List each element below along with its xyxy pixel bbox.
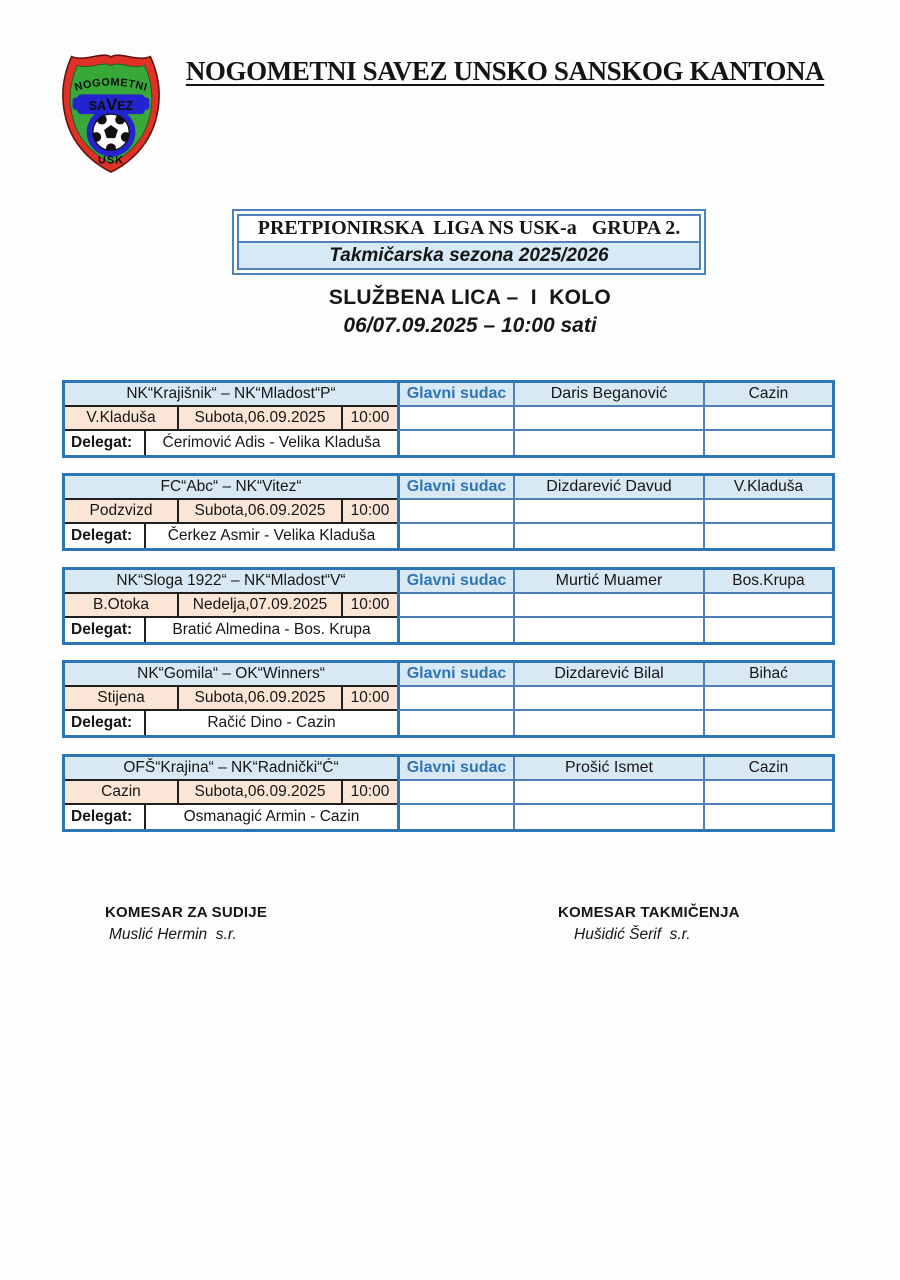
match-title-cell: NK“Gomila“ – OK“Winners“ (65, 663, 397, 687)
match-title-cell: NK“Sloga 1922“ – NK“Mladost“V“ (65, 570, 397, 594)
svg-text:SAVEZ: SAVEZ (88, 94, 134, 114)
round-heading (40, 286, 900, 338)
empty-cell (397, 594, 515, 618)
empty-cell (397, 524, 515, 548)
empty-cell (515, 805, 705, 829)
commissioner-referees-block (105, 904, 267, 944)
date-cell: Nedelja,07.09.2025 (179, 594, 343, 618)
delegate-name-cell: Račić Dino - Cazin (207, 714, 336, 731)
season-label: Takmičarska sezona 2025/2026 (239, 243, 699, 268)
svg-text:NOGOMETNI: NOGOMETNI (73, 76, 149, 94)
referee-name-cell: Prošić Ismet (515, 757, 705, 781)
venue-cell: V.Kladuša (65, 407, 179, 431)
empty-cell (705, 781, 832, 805)
match-title-cell: OFŠ“Krajina“ – NK“Radnički“Ć“ (65, 757, 397, 781)
date-cell: Subota,06.09.2025 (179, 500, 343, 524)
time-cell: 10:00 (343, 594, 397, 618)
empty-cell (515, 687, 705, 711)
empty-cell (515, 618, 705, 642)
referee-city-cell: Cazin (705, 757, 832, 781)
date-cell: Subota,06.09.2025 (179, 781, 343, 805)
referee-city-cell: Bihać (705, 663, 832, 687)
empty-cell (705, 500, 832, 524)
crest-usk-text: USK (97, 154, 125, 167)
empty-cell (705, 687, 832, 711)
delegat-label: Delegat: (65, 711, 146, 735)
match-table-4 (62, 660, 835, 738)
empty-cell (515, 594, 705, 618)
venue-cell: B.Otoka (65, 594, 179, 618)
match-table-5 (62, 754, 835, 832)
round-title: SLUŽBENA LICA – I KOLO (328, 286, 612, 309)
empty-cell (515, 407, 705, 431)
delegat-label: Delegat: (65, 431, 146, 455)
empty-cell (705, 524, 832, 548)
empty-cell (397, 431, 515, 455)
empty-cell (705, 711, 832, 735)
date-cell: Subota,06.09.2025 (179, 407, 343, 431)
empty-cell (705, 431, 832, 455)
commissioner-referees-name: Muslić Hermin s.r. (109, 926, 237, 943)
commissioner-competition-block (558, 904, 740, 944)
time-cell: 10:00 (343, 687, 397, 711)
empty-cell (397, 781, 515, 805)
empty-cell (705, 594, 832, 618)
venue-cell: Cazin (65, 781, 179, 805)
glavni-sudac-label: Glavni sudac (397, 663, 515, 687)
referee-name-cell: Dizdarević Davud (515, 476, 705, 500)
commissioner-competition-name: Hušidić Šerif s.r. (574, 926, 691, 943)
commissioner-referees-title: KOMESAR ZA SUDIJE (105, 904, 268, 921)
document-title: NOGOMETNI SAVEZ UNSKO SANSKOG KANTONA (185, 56, 825, 86)
empty-cell (515, 711, 705, 735)
glavni-sudac-label: Glavni sudac (397, 570, 515, 594)
referee-city-cell: V.Kladuša (705, 476, 832, 500)
empty-cell (705, 805, 832, 829)
referee-city-cell: Bos.Krupa (705, 570, 832, 594)
glavni-sudac-label: Glavni sudac (397, 757, 515, 781)
empty-cell (397, 407, 515, 431)
empty-cell (397, 711, 515, 735)
league-title-box-inner (237, 214, 701, 270)
commissioner-competition-title: KOMESAR TAKMIČENJA (558, 904, 740, 921)
date-cell: Subota,06.09.2025 (179, 687, 343, 711)
empty-cell (397, 618, 515, 642)
glavni-sudac-label: Glavni sudac (397, 476, 515, 500)
referee-name-cell: Daris Beganović (515, 383, 705, 407)
glavni-sudac-label: Glavni sudac (397, 383, 515, 407)
crest-shield-icon (54, 38, 168, 186)
referee-name-cell: Murtić Muamer (515, 570, 705, 594)
time-cell: 10:00 (343, 781, 397, 805)
empty-cell (515, 431, 705, 455)
league-title-box (232, 209, 706, 275)
match-table-2 (62, 473, 835, 551)
empty-cell (397, 805, 515, 829)
federation-crest-logo (54, 38, 168, 186)
time-cell: 10:00 (343, 407, 397, 431)
delegate-name-cell: Čerkez Asmir - Velika Kladuša (167, 527, 376, 544)
delegat-label: Delegat: (65, 805, 146, 829)
time-cell: 10:00 (343, 500, 397, 524)
delegate-name-cell: Osmanagić Armin - Cazin (183, 808, 360, 825)
empty-cell (397, 687, 515, 711)
match-title-cell: NK“Krajišnik“ – NK“Mladost“P“ (65, 383, 397, 407)
round-datetime: 06/07.09.2025 – 10:00 sati (343, 314, 597, 337)
match-table-3 (62, 567, 835, 645)
empty-cell (705, 618, 832, 642)
venue-cell: Stijena (65, 687, 179, 711)
delegat-label: Delegat: (65, 618, 146, 642)
delegate-name-cell: Bratić Almedina - Bos. Krupa (172, 621, 371, 638)
delegate-name-cell: Ćerimović Adis - Velika Kladuša (162, 434, 381, 451)
referee-city-cell: Cazin (705, 383, 832, 407)
empty-cell (515, 524, 705, 548)
empty-cell (397, 500, 515, 524)
empty-cell (705, 407, 832, 431)
delegat-label: Delegat: (65, 524, 146, 548)
league-name: PRETPIONIRSKA LIGA NS USK-a GRUPA 2. (239, 216, 699, 243)
match-table-1 (62, 380, 835, 458)
venue-cell: Podzvizd (65, 500, 179, 524)
match-title-cell: FC“Abc“ – NK“Vitez“ (65, 476, 397, 500)
empty-cell (515, 781, 705, 805)
referee-name-cell: Dizdarević Bilal (515, 663, 705, 687)
empty-cell (515, 500, 705, 524)
